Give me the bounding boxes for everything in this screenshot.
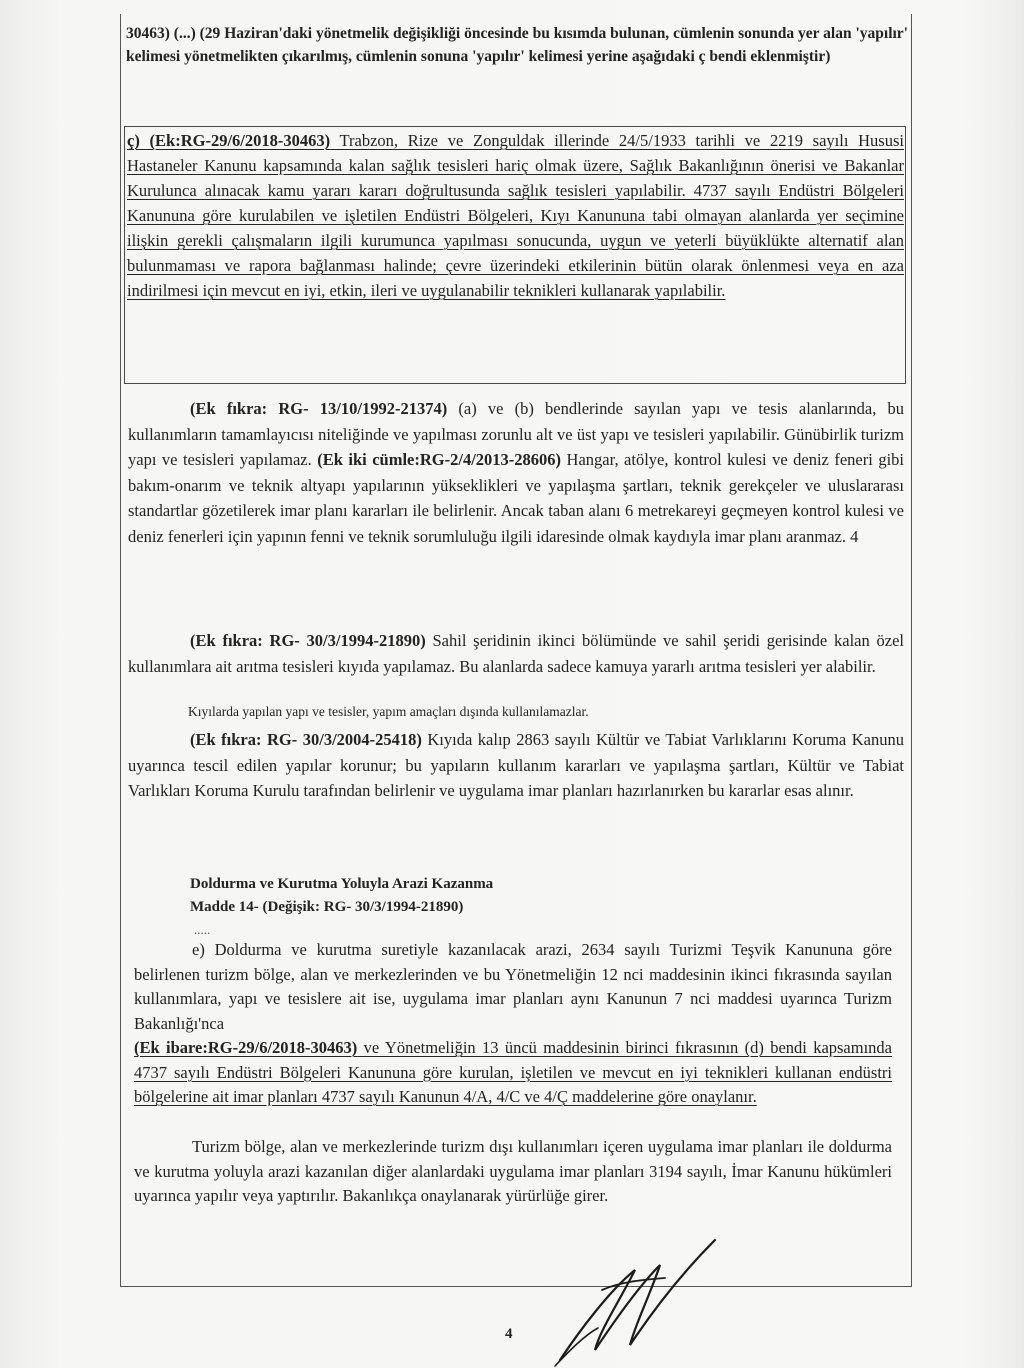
clause-e-paragraph: e) Doldurma ve kurutma suretiyle kazanılacak arazi, 2634 sayılı Turizmi Teşvik Kanununa göre belirlenen turizm bölge, alan ve merkezlerinden ve bu Yönetmeliğin 12 nci maddesinin ikinci fıkrasında sayılan kullanımlara, yapı ve tesislere ait ise, uygulama imar planları aynı Kanunun 7 nci maddesi uyarınca Turizm Bakanlığı'nca: [134, 940, 892, 1033]
paragraph-body: (a) ve (b) bendlerinde sayılan yapı ve tesis alanlarında, bu kullanımların tamamlayıcısı niteliğinde ve yapılması zorunlu alt ve üst yapı ve tesisleri yapılabilir. Günübirlik turizm yapı ve tesisleri yapılamaz.: [128, 399, 904, 469]
added-paragraph-2004: [128, 727, 904, 804]
tourism-plans-paragraph: Turizm bölge, alan ve merkezlerinde turizm dışı kullanımları içeren uygulama imar planları ile doldurma ve kurutma yoluyla arazi kazanılan diğer alanlardaki uygulama imar planları 3194 sayılı, İmar Kanunu hükümleri uyarınca yapılır veya yaptırılır. Bakanlıkça onaylanarak yürürlüğe girer.: [134, 1137, 892, 1205]
clause-c-paragraph: [127, 128, 904, 303]
added-paragraph-1992: [128, 396, 904, 549]
amendment-reference: (Ek fıkra: RG- 30/3/2004-25418): [190, 730, 422, 749]
usage-restriction-line: Kıyılarda yapılan yapı ve tesisler, yapım amaçları dışında kullanılamazlar.: [188, 704, 589, 719]
page-number: 4: [505, 1326, 513, 1342]
amendment-reference: (Ek ibare:RG-29/6/2018-30463): [134, 1038, 358, 1057]
amendment-reference: ç) (Ek:RG-29/6/2018-30463): [127, 131, 331, 150]
added-paragraph-1994: [128, 628, 904, 679]
amendment-reference: (Ek iki cümle:RG-2/4/2013-28606): [317, 450, 562, 469]
omission-dots: .....: [194, 922, 211, 937]
paragraph-body: Kıyıda kalıp 2863 sayılı Kültür ve Tabiat Varlıklarını Koruma Kanunu uyarınca tescil edilen yapılar korunur; bu yapıların kullanım kararları ve yapılaşma şartları, Kültür ve Tabiat Varlıkları Koruma Kurulu tarafından belirlenir ve uygulama imar planları hazırlanırken bu kararlar esas alınır.: [128, 730, 904, 800]
amendment-note-paragraph: 30463) (...) (29 Haziran'daki yönetmelik değişikliği öncesinde bu kısımda bulunan, cümlenin sonunda yer alan 'yapılır' kelimesi yönetmelikten çıkarılmış, cümlenin sonuna 'yapılır' kelimesi yerine aşağıdaki ç bendi eklenmiştir): [126, 25, 908, 65]
handwritten-signature: [540, 1230, 740, 1368]
article-heading: Madde 14- (Değişik: RG- 30/3/1994-21890): [190, 899, 464, 915]
clause-e-amendment: [134, 1036, 892, 1110]
clause-c-body: Trabzon, Rize ve Zonguldak illerinde 24/5/1933 tarihli ve 2219 sayılı Hususi Hastaneler Kanunu kapsamında kalan sağlık tesisleri hariç olmak üzere, Sağlık Bakanlığının önerisi ve Bakanlar Kurulunca alınacak kamu yararı kararı doğrultusunda sağlık tesisleri yapılabilir. 4737 sayılı Endüstri Bölgeleri Kanununa göre kurulabilen ve işletilen Endüstri Bölgeleri, Kıyı Kanununa tabi olmayan alanlarda yer seçimine ilişkin gerekli çalışmaların ilgili kurumunca yapılması sonucunda, uygun ve yeterli büyüklükte alternatif alan bulunmaması ve rapora bağlanması halinde; çevre üzerindeki etkilerinin bütün olarak önlenmesi veya en aza indirilmesi için mevcut en iyi, etkin, ileri ve uygulanabilir teknikleri kullanarak yapılabilir.: [127, 131, 904, 300]
paragraph-body: Hangar, atölye, kontrol kulesi ve deniz feneri gibi bakım-onarım ve teknik altyapı yapılarının yükseklikleri ve yapılaşma şartları, teknik gerekçeler ve uluslararası standartlar gözetilerek imar planı kararları ile belirlenir. Ancak taban alanı 6 metrekareyi geçmeyen kontrol kulesi ve deniz fenerleri için yapının fenni ve teknik sorumluluğu ilgili idaresinde olmak kaydıyla imar planı aranmaz. 4: [128, 450, 905, 546]
amendment-reference: (Ek fıkra: RG- 30/3/1994-21890): [190, 631, 426, 650]
section-heading: Doldurma ve Kurutma Yoluyla Arazi Kazanma: [190, 876, 494, 892]
amendment-reference: (Ek fıkra: RG- 13/10/1992-21374): [190, 399, 448, 418]
paragraph-body: Sahil şeridinin ikinci bölümünde ve sahil şeridi gerisinde kalan özel kullanımlara ait arıtma tesisleri kıyıda yapılamaz. Bu alanlarda sadece kamuya yararlı arıtma tesisleri yer alabilir.: [128, 631, 904, 676]
paragraph-body: ve Yönetmeliğin 13 üncü maddesinin birinci fıkrasının (d) bendi kapsamında 4737 sayılı Endüstri Bölgeleri Kanununa göre kurulan, işletilen ve mevcut en iyi teknikleri kullanan endüstri bölgelerine ait imar planları 4737 sayılı Kanunun 4/A, 4/C ve 4/Ç maddelerine göre onaylanır.: [134, 1038, 893, 1106]
